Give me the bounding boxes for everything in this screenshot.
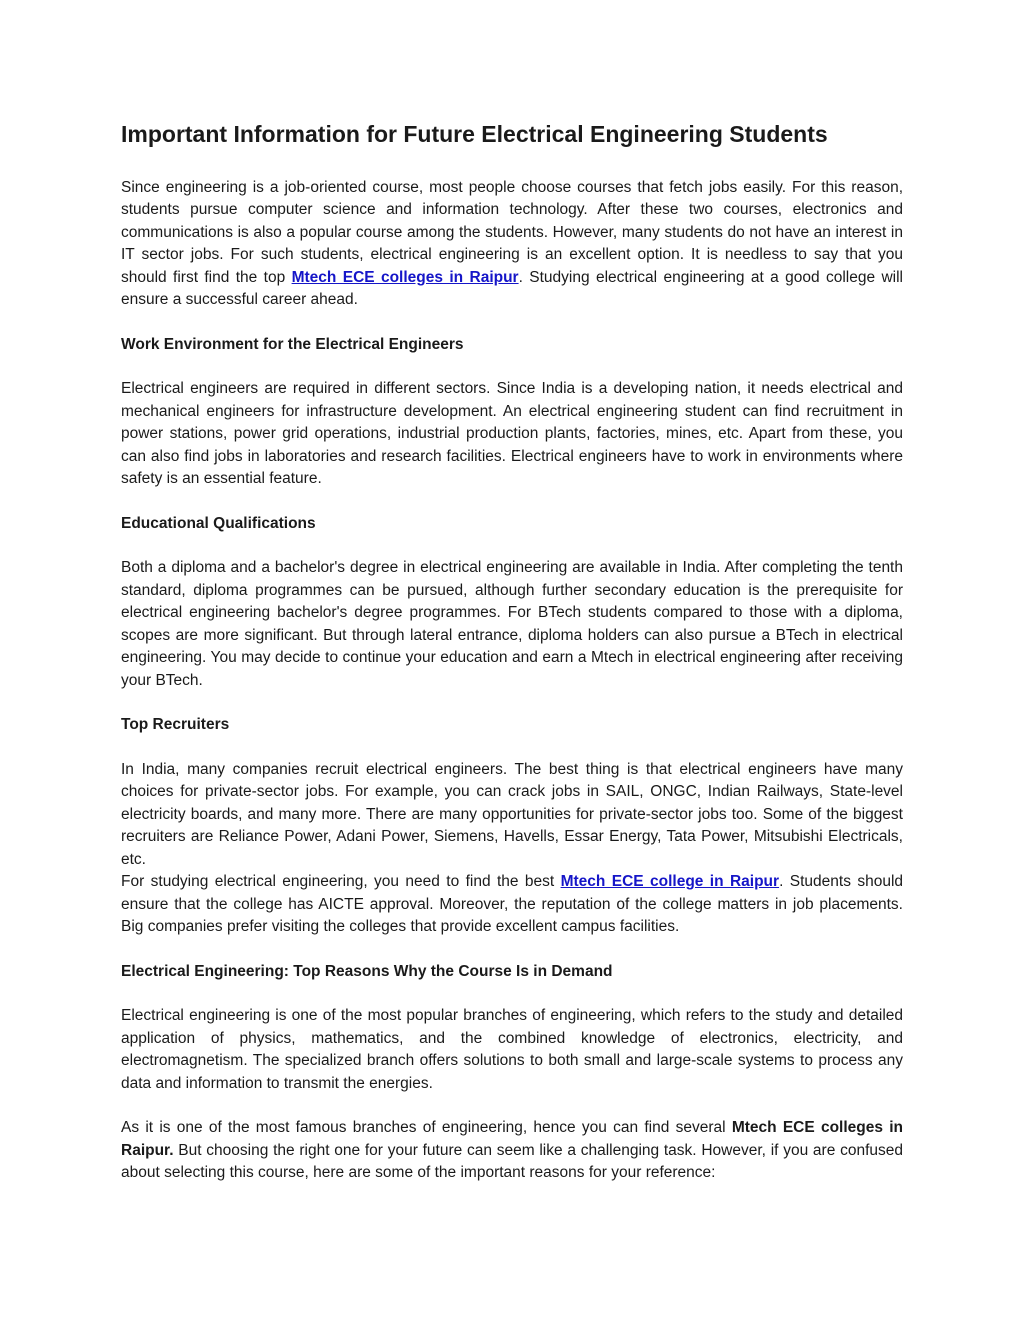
document-title: Important Information for Future Electrical Engineering Students bbox=[121, 121, 828, 147]
demand-paragraph: Electrical engineering is one of the most popular branches of engineering, which refers to the study and detailed application of physics, mathematics, and the combined knowledge of electronics, electricity, and electromagnetism. The specialized branch offers solutions to both small and large-scale systems to process any data and information to transmit the energies. bbox=[121, 1007, 903, 1092]
work-environment-heading: Work Environment for the Electrical Engineers bbox=[121, 335, 464, 353]
intro-text-after-link: . Studying electrical engineering at a good college will ensure a successful career ahead. bbox=[121, 268, 903, 309]
intro-paragraph bbox=[121, 177, 903, 312]
recruiters-text-before-link: For studying electrical engineering, you need to find the best bbox=[121, 873, 561, 891]
demand-heading: Electrical Engineering: Top Reasons Why the Course Is in Demand bbox=[121, 962, 613, 980]
mtech-ece-colleges-bold: Mtech ECE colleges in Raipur. bbox=[121, 1119, 903, 1159]
demand-text-before-bold: As it is one of the most famous branches of engineering, hence you can find several bbox=[121, 1119, 732, 1137]
work-environment-paragraph: Electrical engineers are required in different sectors. Since India is a developing nation, it needs electrical and mechanical engineers for infrastructure development. An electrical engineering student can find recruitment in power stations, power grid operations, industrial production plants, factories, mines, etc. Apart from these, you can also find jobs in laboratories and research facilities. Electrical engineers have to work in environments where safety is an essential feature. bbox=[121, 380, 903, 488]
mtech-ece-college-link[interactable]: Mtech ECE college in Raipur bbox=[560, 873, 780, 891]
demand-reasons-paragraph bbox=[121, 1117, 903, 1185]
document-page bbox=[121, 121, 903, 1207]
mtech-ece-colleges-link[interactable]: Mtech ECE colleges in Raipur bbox=[291, 268, 519, 286]
demand-text-after-bold: But choosing the right one for your future can seem like a challenging task. However, if you are confused about selecting this course, here are some of the important reasons for your reference: bbox=[121, 1141, 903, 1182]
qualifications-heading: Educational Qualifications bbox=[121, 514, 316, 532]
recruiters-text-after-link: . Students should ensure that the college has AICTE approval. Moreover, the reputation of the college matters in job placements. Big companies prefer visiting the colleges that provide excellent campus facilities. bbox=[121, 873, 904, 936]
intro-text-before-link: Since engineering is a job-oriented course, most people choose courses that fetch jobs easily. For this reason, students pursue computer science and information technology. After these two courses, electronics and communications is also a popular course among the students. However, many students do not have an interest in IT sector jobs. For such students, electrical engineering is an excellent option. It is needless to say that you should first find the top bbox=[121, 178, 903, 286]
recruiters-college-paragraph bbox=[121, 871, 903, 939]
recruiters-heading: Top Recruiters bbox=[121, 716, 230, 734]
qualifications-paragraph: Both a diploma and a bachelor's degree in electrical engineering are available in India. After completing the tenth standard, diploma programmes can be pursued, although further secondary education is the prerequisite for electrical engineering bachelor's degree programmes. For BTech students compared to those with a diploma, scopes are more significant. But through lateral entrance, diploma holders can also pursue a BTech in electrical engineering. You may decide to continue your education and earn a Mtech in electrical engineering after receiving your BTech. bbox=[121, 559, 903, 689]
recruiters-paragraph: In India, many companies recruit electrical engineers. The best thing is that electrical engineers have many choices for private-sector jobs. For example, you can crack jobs in SAIL, ONGC, Indian Railways, State-level electricity boards, and many more. There are many opportunities for private-sector jobs too. Some of the biggest recruiters are Reliance Power, Adani Power, Siemens, Havells, Essar Energy, Tata Power, Mitsubishi Electricals, etc. bbox=[121, 760, 903, 868]
